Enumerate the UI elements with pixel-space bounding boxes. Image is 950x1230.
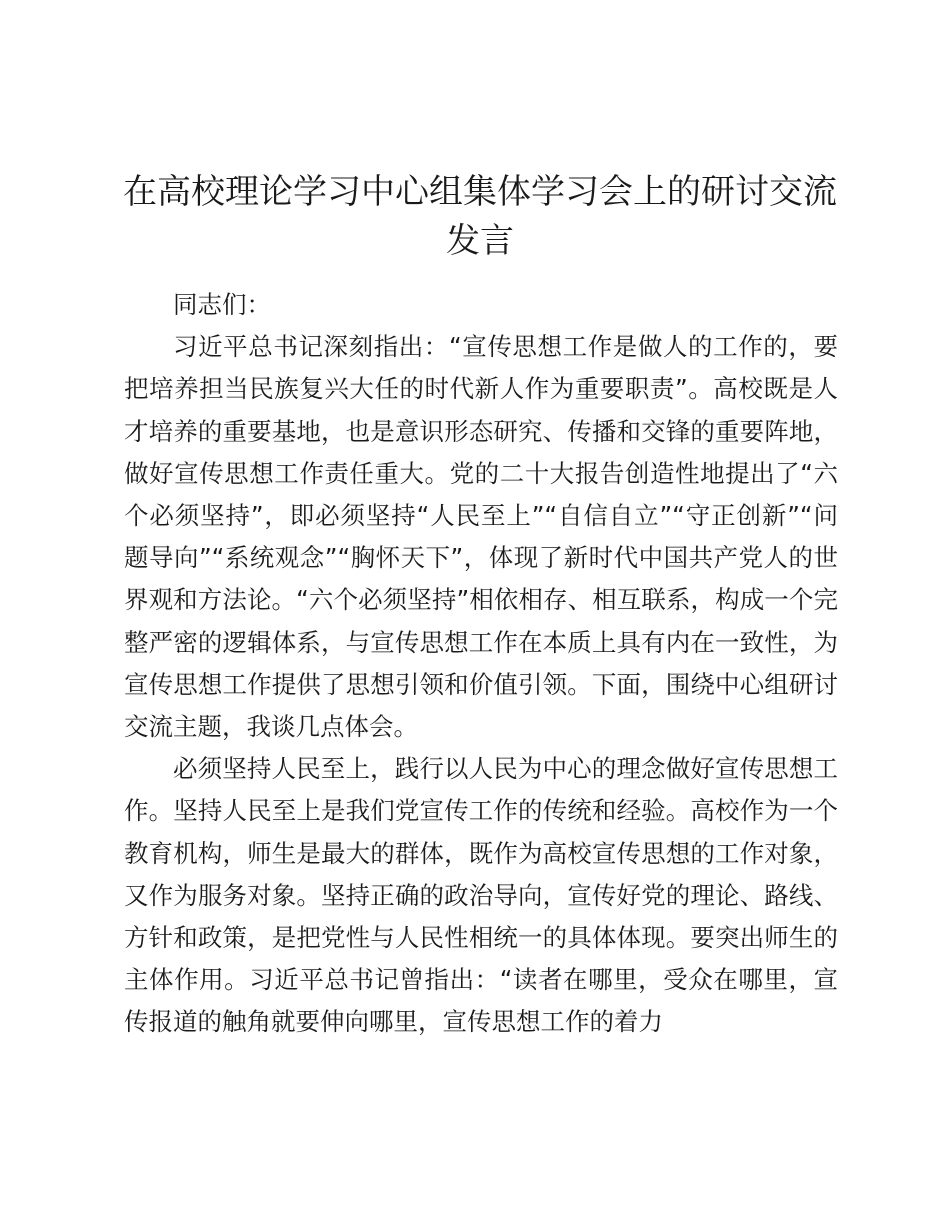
paragraph-introduction: 习近平总书记深刻指出：“宣传思想工作是做人的工作的，要把培养担当民族复兴大任的时代新人作为重要职责”。高校既是人才培养的重要基地，也是意识形态研究、传播和交锋的重要阵地，做好宣传思想工作责任重大。党的二十大报告创造性地提出了“六个必须坚持”，即必须坚持“人民至上”“自信自立”“守正创新”“问题导向”“系统观念”“胸怀天下”，体现了新时代中国共产党人的世界观和方法论。“六个必须坚持”相依相存、相互联系，构成一个完整严密的逻辑体系，与宣传思想工作在本质上具有内在一致性，为宣传思想工作提供了思想引领和价值引领。下面，围绕中心组研讨交流主题，我谈几点体会。 — [124, 332, 838, 742]
paragraph-people-first: 必须坚持人民至上，践行以人民为中心的理念做好宣传思想工作。坚持人民至上是我们党宣传工作的传统和经验。高校作为一个教育机构，师生是最大的群体，既作为高校宣传思想的工作对象，又作为服务对象。坚持正确的政治导向，宣传好党的理论、路线、方针和政策，是把党性与人民性相统一的具体体现。要突出师生的主体作用。习近平总书记曾指出：“读者在哪里，受众在哪里，宣传报道的触角就要伸向哪里，宣传思想工作的着力 — [124, 754, 838, 1037]
document-title: 在高校理论学习中心组集体学习会上的研讨交流发言 — [123, 172, 837, 261]
paragraph-salutation: 同志们： — [173, 290, 271, 319]
document-body — [124, 284, 838, 1044]
